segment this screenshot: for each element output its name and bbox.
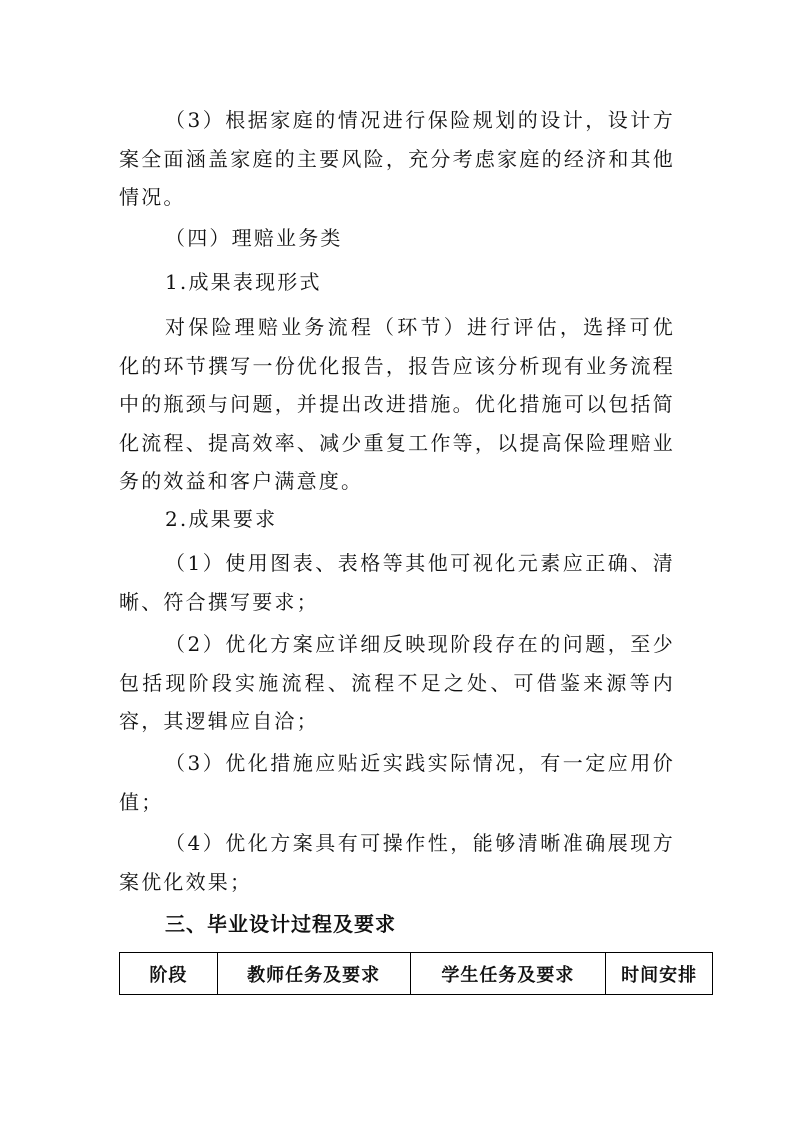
table-header-stage: 阶段 [120, 953, 218, 995]
table-header-teacher-tasks: 教师任务及要求 [217, 953, 410, 995]
paragraph-claims-optimization: 对保险理赔业务流程（环节）进行评估，选择可优化的环节撰写一份优化报告，报告应该分析现有业务流程中的瓶颈与问题，并提出改进措施。优化措施可以包括简化流程、提高效率、减少重复工作等，以提高保险理赔业务的效益和客户满意度。 [119, 315, 675, 493]
requirement-1: （1）使用图表、表格等其他可视化元素应正确、清晰、符合撰写要求； [119, 551, 675, 614]
item-title-deliverable-form: 1.成果表现形式 [165, 270, 322, 294]
section-heading: 三、毕业设计过程及要求 [165, 912, 396, 936]
paragraph-plan-design: （3）根据家庭的情况进行保险规划的设计，设计方案全面涵盖家庭的主要风险，充分考虑家庭的经济和其他情况。 [119, 108, 675, 209]
schedule-table [119, 952, 713, 995]
requirement-3: （3）优化措施应贴近实践实际情况，有一定应用价值； [119, 751, 675, 814]
item-title-deliverable-requirements: 2.成果要求 [165, 507, 278, 531]
requirement-2: （2）优化方案应详细反映现阶段存在的问题，至少包括现阶段实施流程、流程不足之处、可借鉴来源等内容，其逻辑应自洽； [119, 632, 675, 733]
requirement-4: （4）优化方案具有可操作性，能够清晰准确展现方案优化效果； [119, 831, 675, 894]
table-header-student-tasks: 学生任务及要求 [410, 953, 606, 995]
table-header-schedule: 时间安排 [606, 953, 713, 995]
subsection-title-claims: （四）理赔业务类 [165, 226, 343, 250]
table-header-row [120, 953, 713, 995]
